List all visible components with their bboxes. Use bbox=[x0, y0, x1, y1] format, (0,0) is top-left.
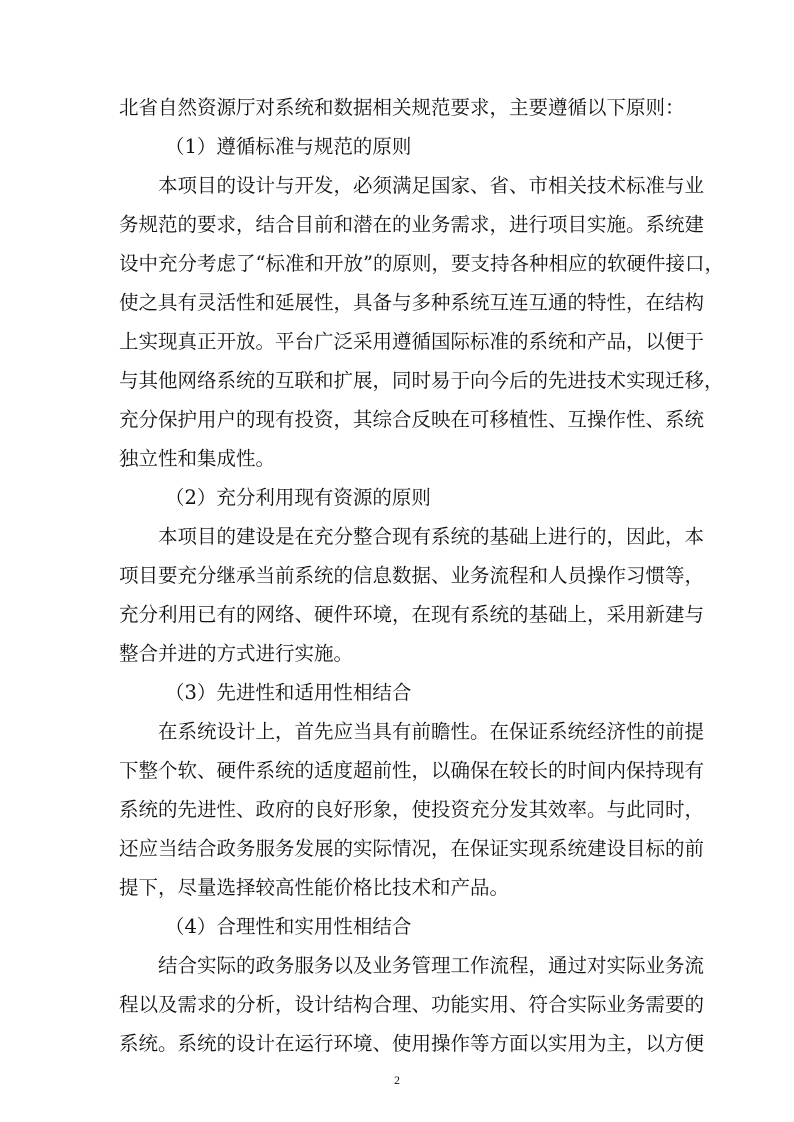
section-heading-3: （3）先进性和适用性相结合 bbox=[165, 681, 412, 704]
paragraph-4-line: 程以及需求的分析，设计结构合理、功能实用、符合实际业务需要的 bbox=[119, 993, 705, 1016]
paragraph-3-line: 在系统设计上，首先应当具有前瞻性。在保证系统经济性的前提 bbox=[158, 720, 705, 743]
paragraph-1-line: 充分保护用户的现有投资，其综合反映在可移植性、互操作性、系统 bbox=[119, 408, 705, 431]
paragraph-3-line: 系统的先进性、政府的良好形象，使投资充分发其效率。与此同时， bbox=[119, 798, 705, 821]
paragraph-1-line: 设中充分考虑了“标准和开放”的原则，要支持各种相应的软硬件接口， bbox=[119, 252, 724, 275]
paragraph-4-line: 结合实际的政务服务以及业务管理工作流程，通过对实际业务流 bbox=[158, 954, 705, 977]
section-heading-2: （2）充分利用现有资源的原则 bbox=[165, 486, 431, 509]
paragraph-1-line: 本项目的设计与开发，必须满足国家、省、市相关技术标准与业 bbox=[158, 174, 705, 197]
paragraph-1-line: 与其他网络系统的互联和扩展，同时易于向今后的先进技术实现迁移， bbox=[119, 369, 724, 392]
paragraph-2-line: 项目要充分继承当前系统的信息数据、业务流程和人员操作习惯等， bbox=[119, 564, 705, 587]
paragraph-1-line: 务规范的要求，结合目前和潜在的业务需求，进行项目实施。系统建 bbox=[119, 213, 705, 236]
intro-line: 北省自然资源厅对系统和数据相关规范要求，主要遵循以下原则： bbox=[119, 96, 685, 119]
paragraph-1-line: 独立性和集成性。 bbox=[119, 447, 276, 470]
paragraph-2-line: 本项目的建设是在充分整合现有系统的基础上进行的，因此，本 bbox=[158, 525, 705, 548]
paragraph-3-line: 还应当结合政务服务发展的实际情况，在保证实现系统建设目标的前 bbox=[119, 837, 705, 860]
paragraph-1-line: 使之具有灵活性和延展性，具备与多种系统互连互通的特性，在结构 bbox=[119, 291, 705, 314]
paragraph-2-line: 充分利用已有的网络、硬件环境，在现有系统的基础上，采用新建与 bbox=[119, 603, 705, 626]
paragraph-2-line: 整合并进的方式进行实施。 bbox=[119, 642, 354, 665]
paragraph-4-line: 系统。系统的设计在运行环境、使用操作等方面以实用为主，以方便 bbox=[119, 1032, 705, 1055]
paragraph-1-line: 上实现真正开放。平台广泛采用遵循国际标准的系统和产品，以便于 bbox=[119, 330, 705, 353]
paragraph-3-line: 下整个软、硬件系统的适度超前性，以确保在较长的时间内保持现有 bbox=[119, 759, 705, 782]
paragraph-3-line: 提下，尽量选择较高性能价格比技术和产品。 bbox=[119, 876, 510, 899]
section-heading-4: （4）合理性和实用性相结合 bbox=[165, 915, 412, 938]
page-number: 2 bbox=[394, 1073, 400, 1087]
section-heading-1: （1）遵循标准与规范的原则 bbox=[165, 135, 412, 158]
